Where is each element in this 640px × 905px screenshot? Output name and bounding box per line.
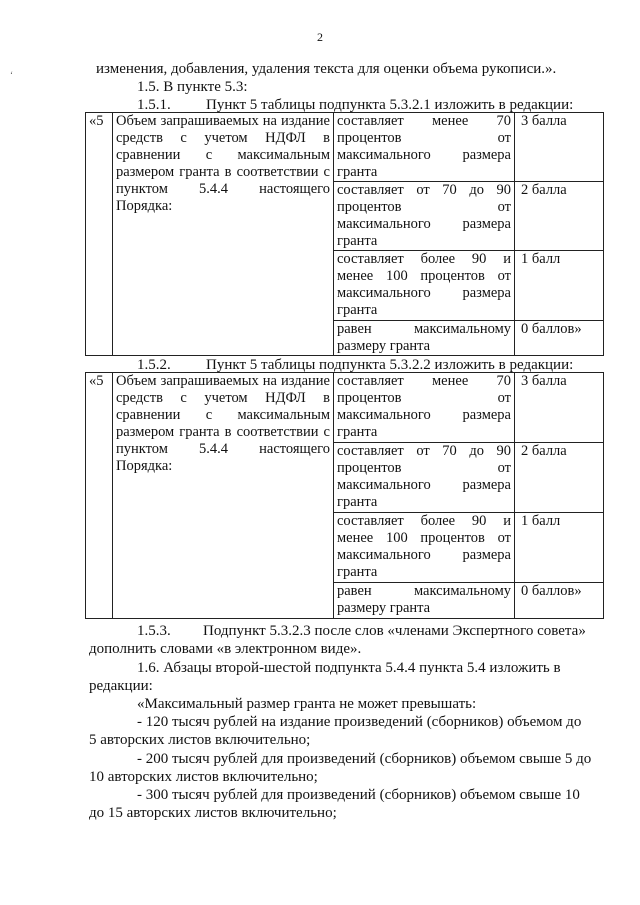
table-1-criterion: Объем запрашиваемых на издание средств с учетом НДФЛ в сравнении с максимальным размером гранта в соответствии с пунктом 5.4.4 настоящего Порядка: [113, 113, 334, 356]
bullet-3-line-1: - 300 тысяч рублей для произведений (сборников) объемом свыше 10 [137, 787, 580, 803]
bullet-3-line-2: до 15 авторских листов включительно; [89, 805, 337, 821]
table-row: составляет более 90 и менее 100 процентов от максимального размера гранта [334, 251, 515, 321]
paragraph-1-5: 1.5. В пункте 5.3: [137, 79, 248, 95]
table-2 [85, 372, 604, 619]
bullet-1-line-1: - 120 тысяч рублей на издание произведений (сборников) объемом до [137, 714, 582, 730]
table-row-score: 3 балла [515, 373, 604, 443]
table-row: равен максимальному размеру гранта [334, 583, 515, 619]
table-row-score: 1 балл [515, 513, 604, 583]
paragraph-1-5-1-text: Пункт 5 таблицы подпункта 5.3.2.1 изложить в редакции: [206, 97, 574, 113]
table-row-score: 0 баллов» [515, 583, 604, 619]
table-row-score: 0 баллов» [515, 321, 604, 356]
paragraph-1-5-2-number: 1.5.2. [137, 357, 171, 373]
paragraph-1-6-line-2: редакции: [89, 678, 153, 694]
paragraph-1-5-3-line-1: Подпункт 5.3.2.3 после слов «членами Экспертного совета» [203, 623, 586, 639]
table-row-score: 2 балла [515, 182, 604, 251]
paragraph-1-5-3-number: 1.5.3. [137, 623, 171, 639]
intro-line: изменения, добавления, удаления текста для оценки объема рукописи.». [96, 61, 557, 77]
bullet-1-line-2: 5 авторских листов включительно; [89, 732, 311, 748]
table-row-score: 3 балла [515, 113, 604, 182]
table-1 [85, 112, 604, 356]
table-row: составляет менее 70 процентов от максимального размера гранта [334, 113, 515, 182]
page-number: 2 [317, 30, 323, 44]
table-row: составляет от 70 до 90 процентов от максимального размера гранта [334, 443, 515, 513]
table-row: составляет более 90 и менее 100 процентов от максимального размера гранта [334, 513, 515, 583]
bullet-2-line-2: 10 авторских листов включительно; [89, 769, 318, 785]
paragraph-1-5-2-text: Пункт 5 таблицы подпункта 5.3.2.2 изложить в редакции: [206, 357, 574, 373]
table-1-item-number: «5 [86, 113, 113, 356]
table-row-score: 1 балл [515, 251, 604, 321]
bullet-2-line-1: - 200 тысяч рублей для произведений (сборников) объемом свыше 5 до [137, 751, 592, 767]
paragraph-1-5-3-line-2: дополнить словами «в электронном виде». [89, 641, 362, 657]
table-row: составляет менее 70 процентов от максимального размера гранта [334, 373, 515, 443]
table-row: равен максимальному размеру гранта [334, 321, 515, 356]
paragraph-1-6-line-1: 1.6. Абзацы второй-шестой подпункта 5.4.4 пункта 5.4 изложить в [137, 660, 561, 676]
table-2-criterion: Объем запрашиваемых на издание средств с учетом НДФЛ в сравнении с максимальным размером гранта в соответствии с пунктом 5.4.4 настоящего Порядка: [113, 373, 334, 619]
margin-mark: ‘ [10, 70, 13, 80]
table-row-score: 2 балла [515, 443, 604, 513]
table-row: составляет от 70 до 90 процентов от максимального размера гранта [334, 182, 515, 251]
paragraph-1-5-1-number: 1.5.1. [137, 97, 171, 113]
quote-intro: «Максимальный размер гранта не может превышать: [137, 696, 477, 712]
table-2-item-number: «5 [86, 373, 113, 619]
